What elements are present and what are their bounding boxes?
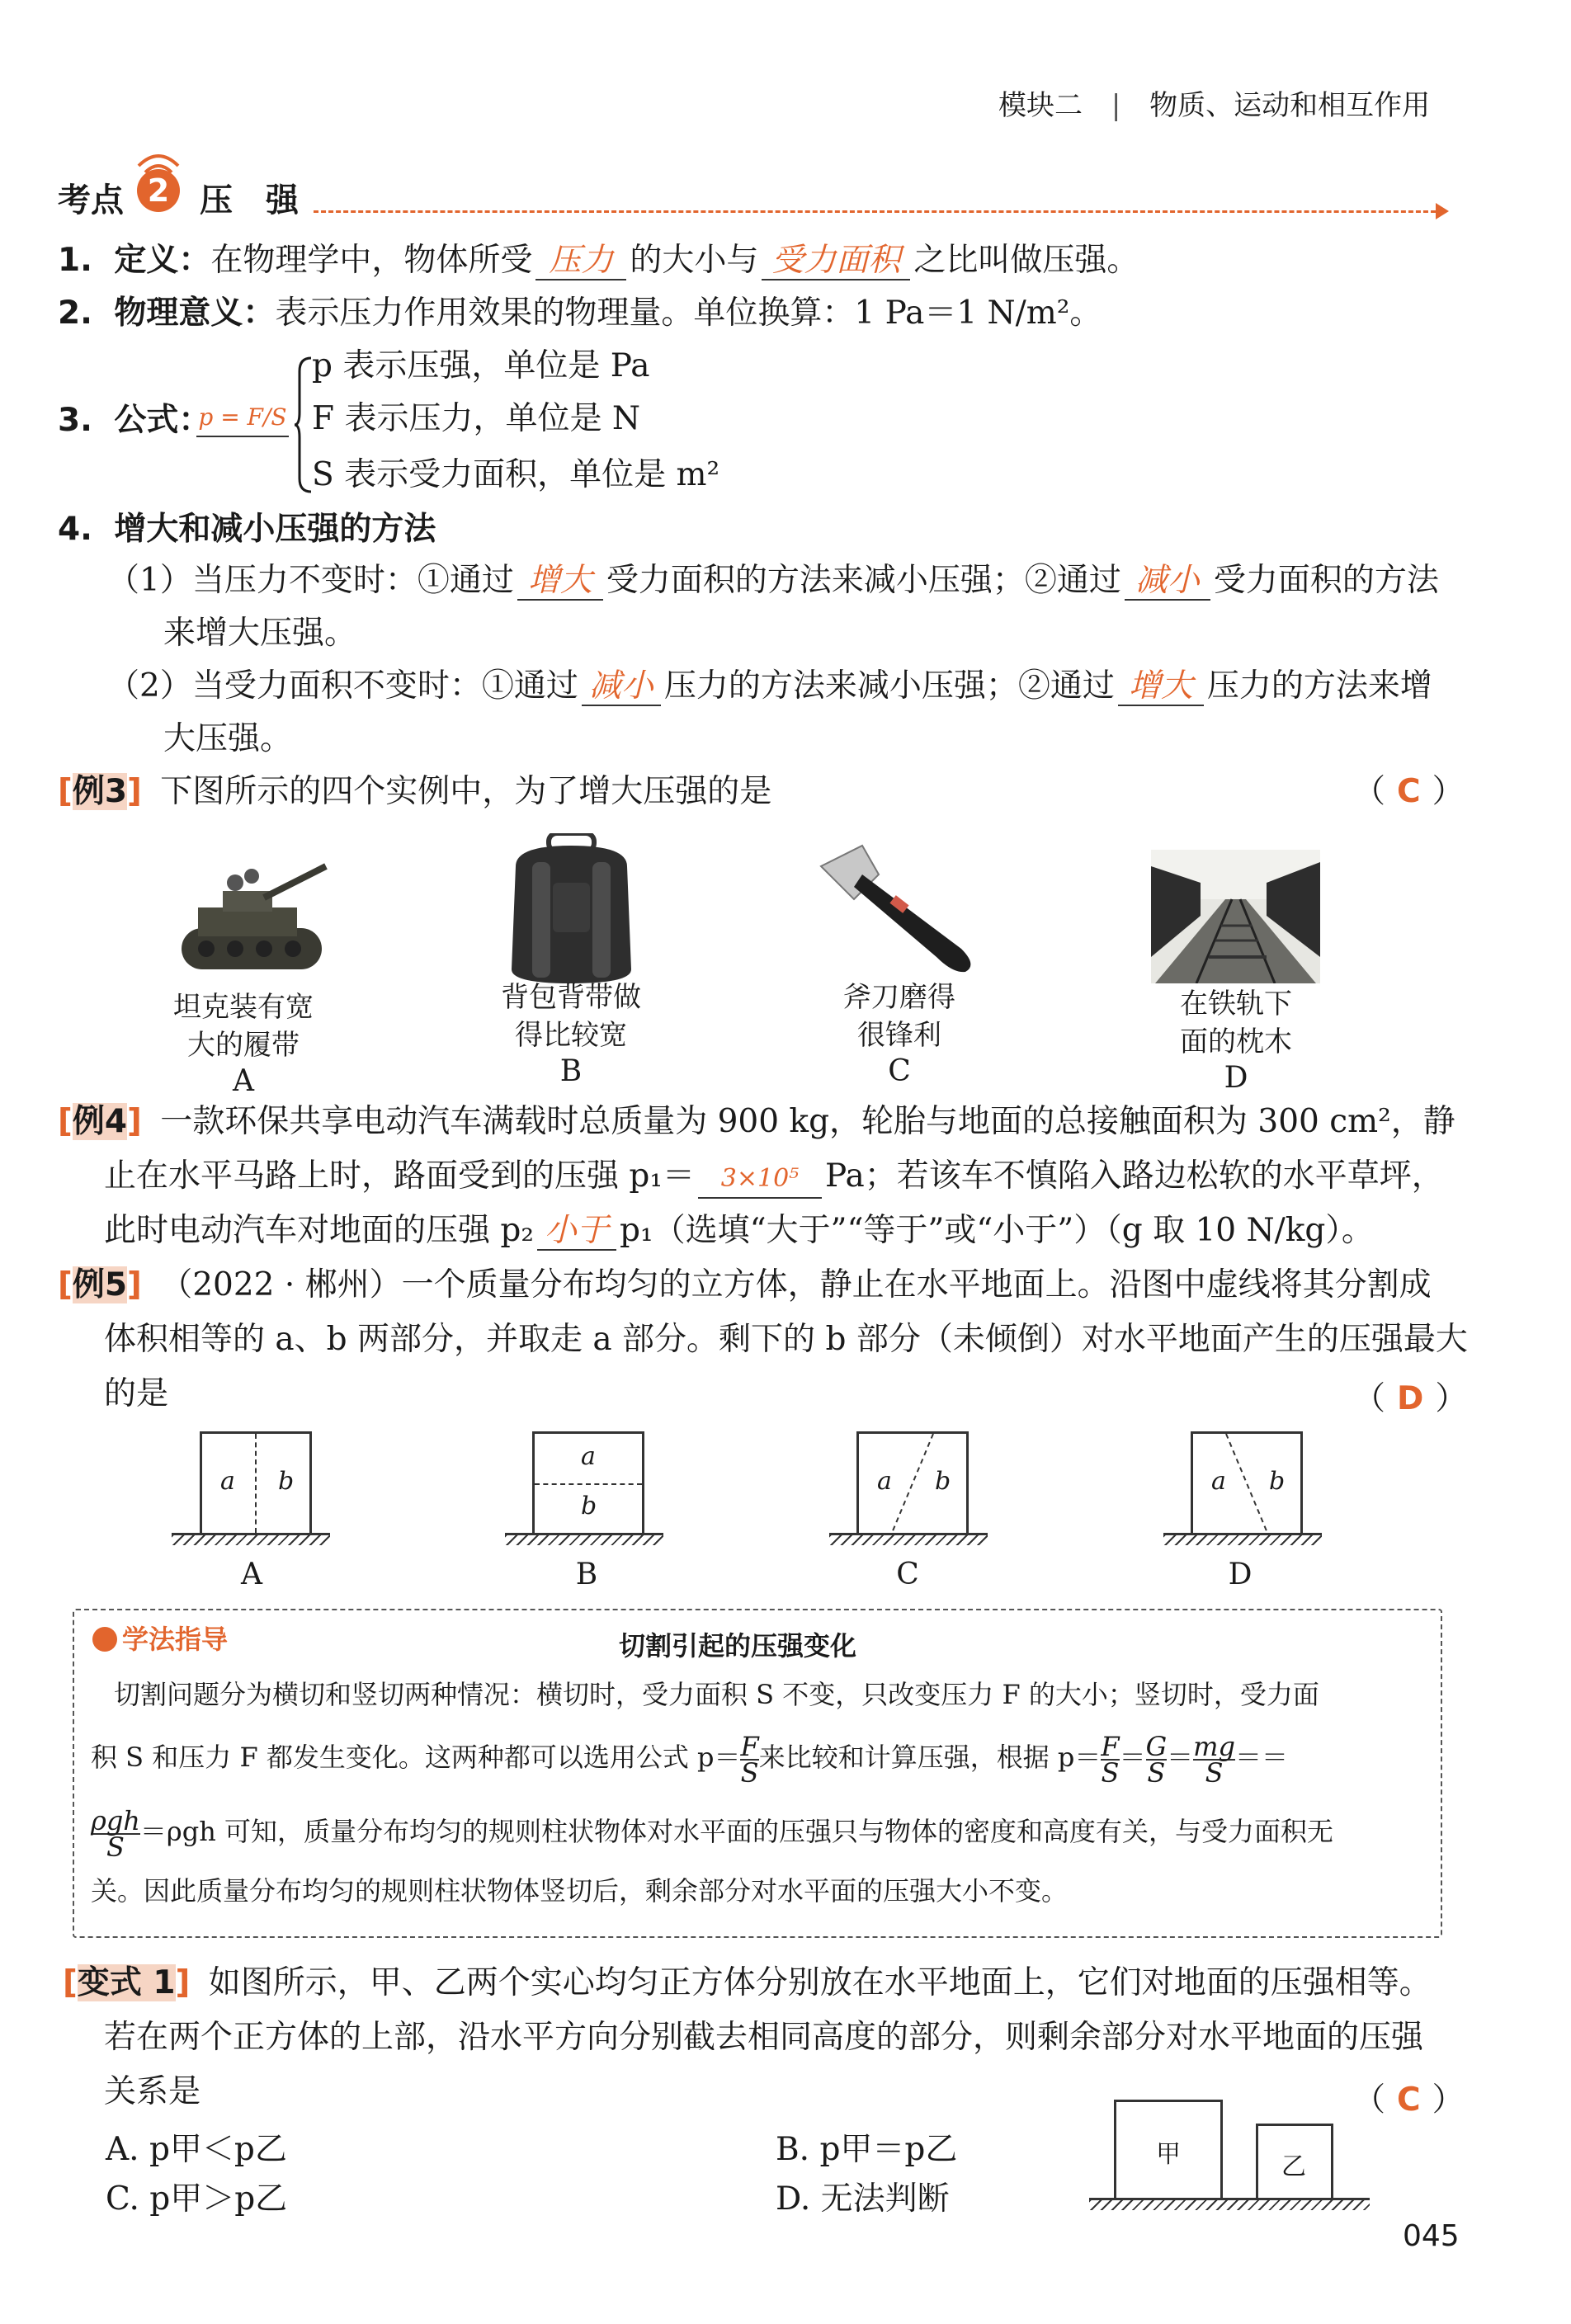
example-3-question: [例3] 下图所示的四个实例中，为了增大压强的是 bbox=[58, 773, 772, 810]
variant-1-line-2: 若在两个正方体的上部，沿水平方向分别截去相同高度的部分，则剩余部分对水平地面的压强 bbox=[104, 2019, 1424, 2056]
blank-compare: 小于 bbox=[537, 1213, 616, 1251]
option-c[interactable]: 斧刀磨得 很锋利 C bbox=[843, 981, 955, 1088]
page-number: 045 bbox=[1403, 2219, 1460, 2253]
study-guide-title: 切割引起的压强变化 bbox=[619, 1630, 857, 1662]
topic-title: 压 强 bbox=[200, 181, 299, 219]
example-4-line-1: [例4] 一款环保共享电动汽车满载时总质量为 900 kg，轮胎与地面的总接触面积为 300 cm²，静 bbox=[58, 1103, 1455, 1140]
blank-pressure: 压力 bbox=[535, 243, 626, 280]
topic-label: 考点 bbox=[58, 181, 124, 219]
guide-para-1: 切割问题分为横切和竖切两种情况：横切时，受力面积 S 不变，只改变压力 F 的大小；竖切时，受力面 bbox=[114, 1679, 1319, 1710]
arrow-head-icon bbox=[1436, 203, 1449, 219]
cube-b-diagram: a b bbox=[532, 1431, 644, 1535]
option-a[interactable]: 坦克装有宽 大的履带 A bbox=[173, 991, 314, 1098]
railway-image bbox=[1151, 850, 1320, 983]
cube-jia: 甲 bbox=[1114, 2100, 1223, 2200]
ground-variant bbox=[1089, 2198, 1370, 2210]
example-5-tag: 例5 bbox=[72, 1266, 127, 1303]
guide-para-2: 积 S 和压力 F 都发生变化。这两种都可以选用公式 p＝ $\frac{F}{S}$ 来比较和计算压强，根据 p＝ $\frac{F}{S}$ ＝ $\frac{G}{S}$ ＝ $\frac{mg}{S}$ ＝＝ bbox=[91, 1730, 1288, 1789]
method-1-cont: 来增大压强。 bbox=[163, 615, 357, 652]
axe-image bbox=[813, 841, 982, 973]
formula-line-p: p 表示压强，单位是 Pa bbox=[312, 347, 650, 384]
method-1: （1）当压力不变时：①通过 增大 受力面积的方法来减小压强；②通过 减小 受力面积的方法 bbox=[107, 562, 1439, 599]
tank-image bbox=[173, 858, 330, 982]
item-methods-title: 4. 增大和减小压强的方法 bbox=[58, 511, 436, 548]
cube-d-diagram: a b bbox=[1191, 1431, 1303, 1535]
guide-para-3: ρgh S ＝ρgh 可知，质量分布均匀的规则柱状物体对水平面的压强只与物体的密度和高度有关，与受力面积无 bbox=[91, 1804, 1333, 1863]
ground-b bbox=[505, 1533, 663, 1545]
backpack-image bbox=[503, 833, 639, 986]
method-2-cont: 大压强。 bbox=[163, 720, 293, 757]
ground-c bbox=[829, 1533, 988, 1545]
example-4-line-2: 止在水平马路上时，路面受到的压强 p₁＝ 3×10⁵ Pa；若该车不慎陷入路边松软的水平草坪， bbox=[104, 1152, 1444, 1201]
formula-handwritten: p = F/S bbox=[196, 399, 289, 437]
example-3-tag: 例3 bbox=[72, 773, 127, 810]
example-3-answer: （ C ） bbox=[1353, 773, 1465, 810]
brace-icon bbox=[293, 355, 313, 495]
cube-a-diagram: a b bbox=[200, 1431, 312, 1535]
ground-a bbox=[172, 1533, 330, 1545]
variant-1-answer: （ C ） bbox=[1353, 2081, 1465, 2119]
variant-1-option-c[interactable]: C. p甲＞p乙 bbox=[106, 2180, 288, 2218]
running-header bbox=[998, 82, 1430, 123]
guide-para-4: 关。因此质量分布均匀的规则柱状物体竖切后，剩余部分对水平面的压强大小不变。 bbox=[91, 1875, 1069, 1907]
variant-1-tag: 变式 1 bbox=[77, 1964, 176, 2001]
blank-area: 受力面积 bbox=[762, 243, 910, 280]
example-5-line-2: 体积相等的 a、b 两部分，并取走 a 部分。剩下的 b 部分（未倾倒）对水平地面产生的压强最大 bbox=[104, 1321, 1468, 1358]
ground-d bbox=[1163, 1533, 1322, 1545]
topic-number-badge: 2 bbox=[137, 169, 180, 212]
variant-1-option-b[interactable]: B. p甲＝p乙 bbox=[776, 2131, 958, 2168]
module-label: 模块二 bbox=[998, 89, 1083, 122]
example-5-line-1: [例5] （2022 · 郴州）一个质量分布均匀的立方体，静止在水平地面上。沿图中虚线将其分割成 bbox=[58, 1266, 1432, 1303]
example-4-tag: 例4 bbox=[72, 1103, 127, 1140]
header-divider: | bbox=[1111, 89, 1121, 122]
item-formula: 3. 公式： bbox=[58, 402, 211, 439]
example-5-answer: （ D ） bbox=[1353, 1380, 1468, 1417]
study-guide-label: 学法指导 bbox=[92, 1619, 228, 1657]
section-label: 物质、运动和相互作用 bbox=[1149, 89, 1431, 122]
variant-1-option-d[interactable]: D. 无法判断 bbox=[776, 2180, 950, 2218]
option-d[interactable]: 在铁轨下 面的枕木 D bbox=[1180, 988, 1292, 1095]
formula-line-s: S 表示受力面积，单位是 m² bbox=[312, 456, 720, 493]
formula-line-f: F 表示压力，单位是 N bbox=[312, 400, 640, 437]
method-2: （2）当受力面积不变时：①通过 减小 压力的方法来减小压强；②通过 增大 压力的方法来增 bbox=[107, 667, 1432, 705]
option-b[interactable]: 背包背带做 得比较宽 B bbox=[501, 981, 641, 1088]
variant-1-line-3: 关系是 bbox=[104, 2073, 201, 2110]
variant-1-option-a[interactable]: A. p甲＜p乙 bbox=[106, 2131, 287, 2168]
example-5-line-3: 的是 bbox=[104, 1375, 169, 1412]
item-meaning: 2. 物理意义：表示压力作用效果的物理量。单位换算：1 Pa＝1 N/m²。 bbox=[58, 295, 1102, 332]
variant-1-line-1: [变式 1] 如图所示，甲、乙两个实心均匀正方体分别放在水平地面上，它们对地面的压强相等。 bbox=[63, 1964, 1432, 2001]
cube-yi: 乙 bbox=[1256, 2124, 1333, 2200]
study-guide-box bbox=[73, 1609, 1442, 1938]
cube-c-diagram: a b bbox=[856, 1431, 969, 1535]
lightbulb-icon bbox=[92, 1627, 117, 1652]
item-definition: 1. 定义：在物理学中，物体所受 压力 的大小与 受力面积 之比叫做压强。 bbox=[58, 242, 1139, 279]
topic-dashed-rule bbox=[314, 210, 1436, 213]
blank-pressure-value: 3×10⁵ bbox=[698, 1161, 822, 1199]
example-4-line-3: 此时电动汽车对地面的压强 p₂ 小于 p₁（选填“大于”“等于”或“小于”）（g 取 10 N/kg）。 bbox=[104, 1212, 1374, 1249]
